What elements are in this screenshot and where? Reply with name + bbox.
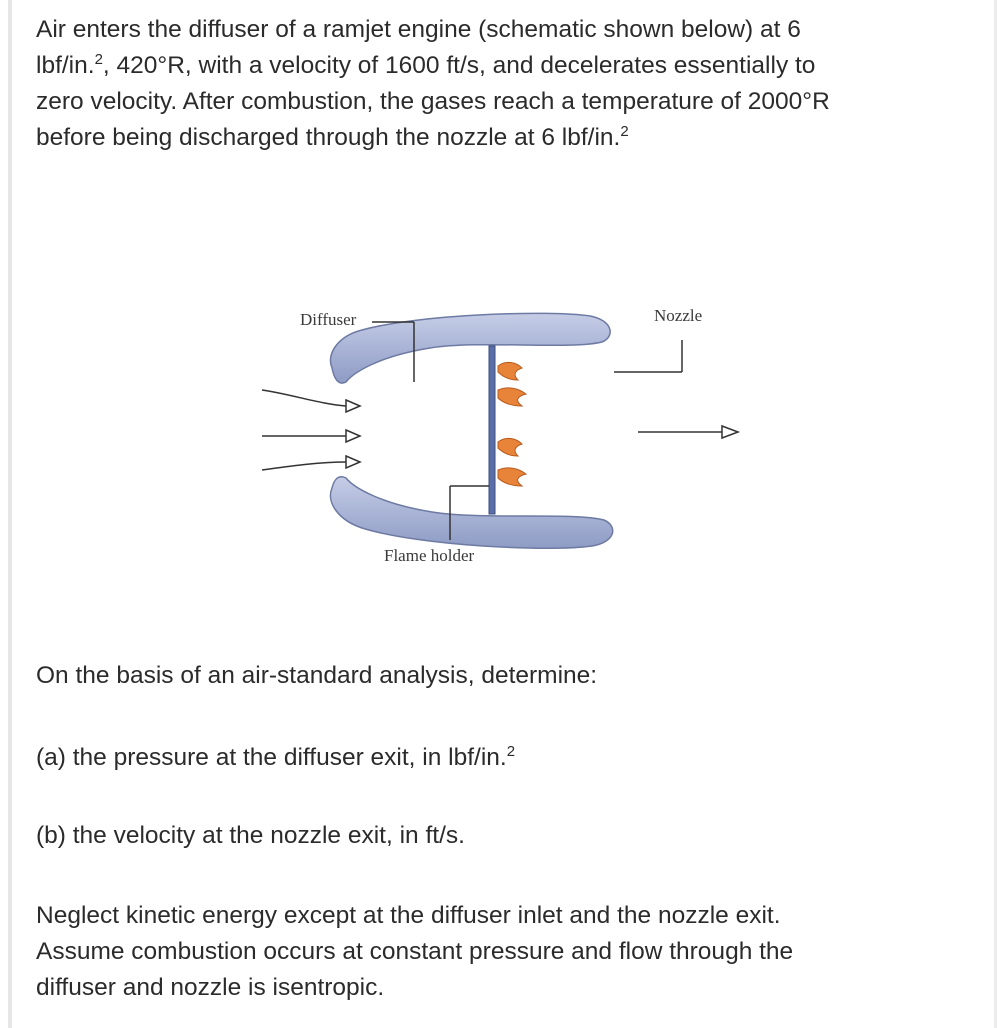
part-a xyxy=(36,740,976,776)
basis-text: On the basis of an air-standard analysis, determine: xyxy=(36,662,598,689)
inlet-arrowhead-2 xyxy=(346,430,360,442)
diffuser-label: Diffuser xyxy=(300,310,357,329)
part-b-text: (b) the velocity at the nozzle exit, in ft/s. xyxy=(36,822,465,849)
flame-holder-label: Flame holder xyxy=(384,546,475,565)
exit-arrow xyxy=(638,426,738,438)
intro-line-2b: , 420°R, with a velocity of 1600 ft/s, and decelerates essentially to xyxy=(102,52,816,79)
assumption-line-2: Assume combustion occurs at constant pressure and flow through the xyxy=(36,938,794,965)
flame-1 xyxy=(498,362,522,380)
intro-line-3: zero velocity. After combustion, the gases reach a temperature of 2000°R xyxy=(36,88,830,115)
inlet-arrowhead-1 xyxy=(346,400,360,412)
left-border xyxy=(8,0,12,1028)
part-b xyxy=(36,818,976,854)
flame-2 xyxy=(498,388,526,406)
part-a-text: (a) the pressure at the diffuser exit, in lbf/in. xyxy=(36,744,507,771)
exit-arrowhead xyxy=(722,426,738,438)
right-border xyxy=(994,0,997,1028)
intro-line-2a: lbf/in. xyxy=(36,52,95,79)
flame-4 xyxy=(498,468,526,486)
analysis-basis xyxy=(36,658,976,694)
flames xyxy=(498,362,526,486)
upper-shell xyxy=(330,313,610,383)
assumption-line-3: diffuser and nozzle is isentropic. xyxy=(36,974,385,1001)
intro-superscript-1: 2 xyxy=(94,51,103,68)
ramjet-schematic xyxy=(250,290,770,580)
intro-superscript-2: 2 xyxy=(620,123,629,140)
inlet-arrows xyxy=(262,390,360,470)
ramjet-schematic-svg xyxy=(250,290,770,580)
inlet-arrow-1 xyxy=(262,390,346,406)
nozzle-label: Nozzle xyxy=(654,306,703,325)
flame-holder-post xyxy=(489,346,495,514)
part-a-superscript: 2 xyxy=(506,743,516,760)
intro-line-1: Air enters the diffuser of a ramjet engine (schematic shown below) at 6 xyxy=(36,16,801,43)
lower-shell xyxy=(330,477,612,549)
assumptions xyxy=(36,898,976,1006)
problem-intro xyxy=(36,12,976,156)
inlet-arrow-3 xyxy=(262,462,346,470)
intro-line-4: before being discharged through the nozzle at 6 lbf/in. xyxy=(36,124,621,151)
flame-3 xyxy=(498,438,522,456)
inlet-arrowhead-3 xyxy=(346,456,360,468)
assumption-line-1: Neglect kinetic energy except at the diffuser inlet and the nozzle exit. xyxy=(36,902,781,929)
